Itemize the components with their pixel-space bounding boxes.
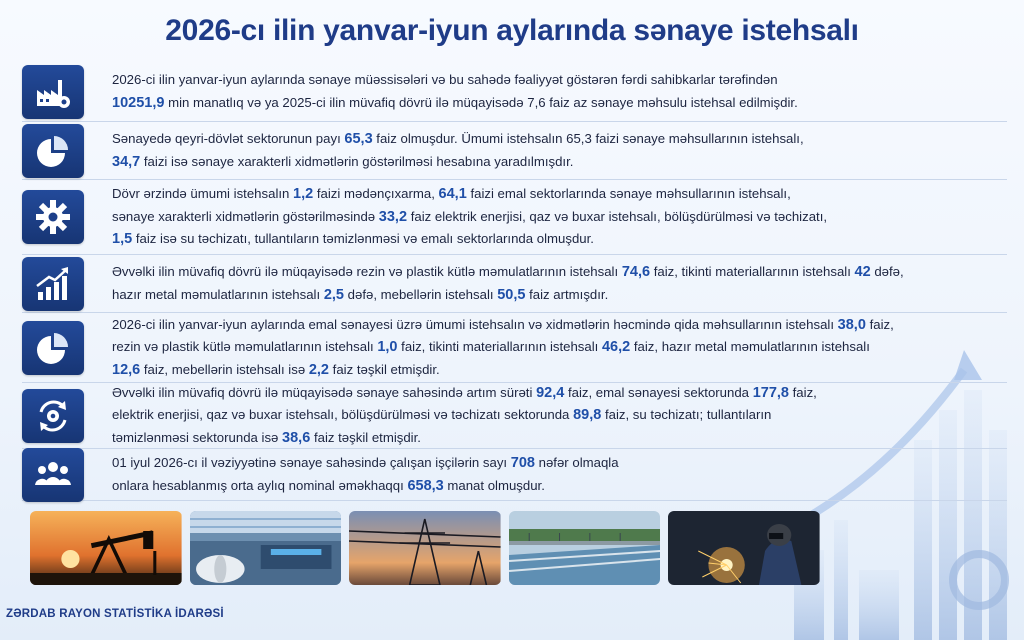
text-segment: faiz, hazır metal məmulatlarının istehsalı <box>630 339 870 355</box>
text-segment: faiz, <box>865 316 894 332</box>
text-line <box>112 228 827 251</box>
info-row <box>22 180 1007 255</box>
power-line-photo <box>349 511 501 585</box>
pie-chart-icon <box>22 124 84 178</box>
highlight-number: 1,5 <box>112 231 133 248</box>
highlight-number: 2,2 <box>308 361 329 378</box>
text-segment: min manatlıq və ya 2025-ci ilin müvafiq dövrü ilə müqayisədə 7,6 faiz az sənaye məhsulu istehsal edilmişdir. <box>164 94 798 110</box>
footer-label: ZƏRDAB RAYON STATİSTİKA İDARƏSİ <box>6 608 224 620</box>
text-segment: Əvvəlki ilin müvafiq dövrü ilə müqayisədə sənaye sahəsində artım sürəti <box>112 384 537 400</box>
factory-photo <box>190 511 342 585</box>
text-segment: faiz təşkil etmişdir. <box>329 361 440 377</box>
text-segment: faiz elektrik enerjisi, qaz və buxar istehsalı, bölüşdürülməsi və təchizatı, <box>407 208 828 224</box>
row-text <box>112 128 804 173</box>
highlight-number: 64,1 <box>438 186 467 203</box>
highlight-number: 38,6 <box>282 429 311 446</box>
text-segment: dəfə, <box>870 264 904 279</box>
highlight-number: 42 <box>854 264 871 280</box>
highlight-number: 38,0 <box>837 316 866 333</box>
highlight-number: 2,5 <box>323 286 344 303</box>
text-line <box>112 314 894 337</box>
text-segment: faiz olmuşdur. Ümumi istehsalın 65,3 faizi sənaye məhsullarının istehsalı, <box>372 131 804 146</box>
water-treatment-photo <box>509 511 661 585</box>
info-row <box>22 122 1007 180</box>
highlight-number: 708 <box>510 455 535 471</box>
text-segment: faiz, tikinti materiallarının istehsalı <box>650 264 855 279</box>
highlight-number: 92,4 <box>536 384 565 401</box>
text-line <box>112 261 904 284</box>
info-row <box>22 62 1007 122</box>
text-segment: faiz təşkil etmişdir. <box>310 429 421 445</box>
text-segment: faiz, su təchizatı; tullantıların <box>601 407 772 423</box>
text-segment: Əvvəlki ilin müvafiq dövrü ilə müqayisədə rezin və plastik kütlə məmulatlarının istehsalı <box>112 264 622 279</box>
gear-icon <box>22 190 84 244</box>
growth-chart-icon <box>22 257 84 311</box>
highlight-number: 34,7 <box>112 153 141 170</box>
info-row <box>22 449 1007 501</box>
photo-strip <box>30 511 820 585</box>
highlight-number: 12,6 <box>112 361 141 378</box>
text-line <box>112 336 894 359</box>
text-segment: 2026-ci ilin yanvar-iyun aylarında emal sənayesi üzrə ümumi istehsalın və xidmətlərin həcmində qida məhsullarının istehsalı <box>112 316 838 332</box>
factory-gear-icon <box>22 65 84 119</box>
highlight-number: 89,8 <box>573 407 602 424</box>
row-text <box>112 314 894 382</box>
text-segment: faiz, <box>788 384 817 400</box>
text-line <box>112 359 894 382</box>
highlight-number: 1,2 <box>293 186 314 203</box>
row-text <box>112 261 904 306</box>
highlight-number: 46,2 <box>601 339 631 356</box>
text-line <box>112 404 817 427</box>
info-row <box>22 313 1007 383</box>
info-row <box>22 383 1007 449</box>
cycle-gear-icon <box>22 389 84 443</box>
text-segment: faizi mədənçıxarma, <box>313 186 439 202</box>
text-segment: təmizlənməsi sektorunda isə <box>112 429 283 445</box>
info-row <box>22 255 1007 313</box>
row-text <box>112 382 817 450</box>
highlight-number: 65,3 <box>344 131 373 147</box>
welding-photo <box>668 511 820 585</box>
text-line <box>112 427 817 450</box>
text-segment: faiz, mebellərin istehsalı isə <box>140 361 309 377</box>
text-segment: faiz isə su təchizatı, tullantıların təmizlənməsi və emalı sektorlarında olmuşdur. <box>132 231 594 247</box>
text-segment: manat olmuşdur. <box>443 477 545 493</box>
highlight-number: 1,0 <box>377 339 398 356</box>
text-segment: Dövr ərzində ümumi istehsalın <box>112 186 294 202</box>
text-segment: faiz, tikinti materiallarının istehsalı <box>397 339 602 355</box>
text-segment: faiz, emal sənayesi sektorunda <box>564 384 753 400</box>
text-segment: onlara hesablanmış orta aylıq nominal əməkhaqqı <box>112 477 408 493</box>
text-line <box>112 92 798 115</box>
text-segment: elektrik enerjisi, qaz və buxar istehsalı, bölüşdürülməsi və təchizatı sektorunda <box>112 407 574 423</box>
text-segment: sənaye xarakterli xidmətlərin göstərilməsində <box>112 208 379 224</box>
text-segment: rezin və plastik kütlə məmulatlarının istehsalı <box>112 339 378 355</box>
highlight-number: 10251,9 <box>112 94 165 111</box>
text-segment: faizi isə sənaye xarakterli xidmətlərin göstərilməsi hesabına yaradılmışdır. <box>140 153 574 169</box>
highlight-number: 177,8 <box>752 384 789 401</box>
text-line <box>112 206 827 229</box>
info-rows <box>22 62 1007 501</box>
text-line <box>112 284 904 307</box>
text-segment: faizi emal sektorlarında sənaye məhsullarının istehsalı, <box>466 186 791 202</box>
text-line <box>112 151 804 174</box>
pie-chart-icon <box>22 321 84 375</box>
highlight-number: 658,3 <box>407 477 444 494</box>
text-segment: dəfə, mebellərin istehsalı <box>344 286 498 302</box>
row-text <box>112 69 798 114</box>
text-line <box>112 128 804 151</box>
row-text <box>112 183 827 251</box>
workers-icon <box>22 448 84 502</box>
text-line <box>112 69 798 92</box>
oil-pump-photo <box>30 511 182 585</box>
row-text <box>112 452 619 497</box>
text-segment: nəfər olmaqla <box>534 455 619 470</box>
text-line <box>112 475 619 498</box>
highlight-number: 33,2 <box>378 208 408 225</box>
text-segment: 2026-ci ilin yanvar-iyun aylarında sənaye müəssisələri və bu sahədə fəaliyyət göstərən fərdi sahibkarlar tərəfindən <box>112 72 778 87</box>
text-line <box>112 452 619 475</box>
text-segment: faiz artmışdır. <box>525 286 609 302</box>
text-line <box>112 382 817 405</box>
text-segment: hazır metal məmulatlarının istehsalı <box>112 286 324 302</box>
text-segment: Sənayedə qeyri-dövlət sektorunun payı <box>112 131 345 146</box>
highlight-number: 50,5 <box>497 286 526 303</box>
text-segment: 01 iyul 2026-cı il vəziyyətinə sənaye sahəsində çalışan işçilərin sayı <box>112 455 511 470</box>
page-title: 2026-cı ilin yanvar-iyun aylarında sənaye istehsalı <box>165 14 859 47</box>
highlight-number: 74,6 <box>621 264 651 280</box>
text-line <box>112 183 827 206</box>
